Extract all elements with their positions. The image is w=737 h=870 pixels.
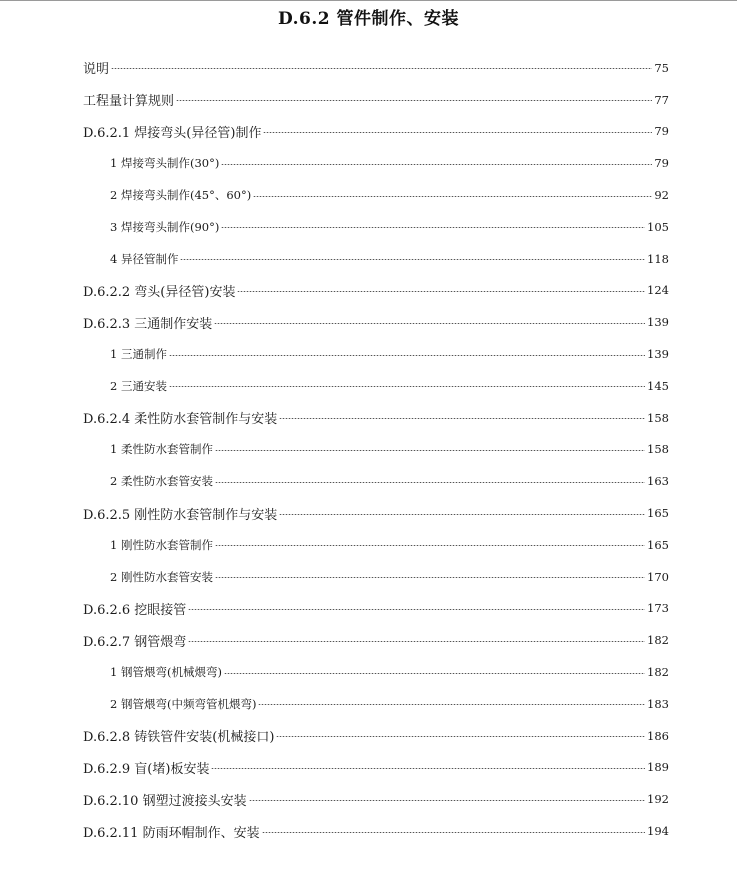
toc-entry-label: D.6.2.5 刚性防水套管制作与安装 xyxy=(83,507,278,523)
toc-dot-leader xyxy=(262,832,645,833)
toc-entry-label: D.6.2.9 盲(堵)板安装 xyxy=(83,761,210,777)
toc-dot-leader xyxy=(221,227,645,228)
toc-dot-leader xyxy=(215,482,645,483)
toc-section-entry[interactable] xyxy=(0,84,737,116)
toc-page-number: 173 xyxy=(647,601,669,616)
toc-entry-label: D.6.2.1 焊接弯头(异径管)制作 xyxy=(83,125,262,141)
toc-page-number: 182 xyxy=(647,633,669,648)
toc-dot-leader xyxy=(249,800,645,801)
toc-dot-leader xyxy=(215,545,645,546)
toc-section-entry[interactable] xyxy=(0,752,737,784)
toc-section-entry[interactable] xyxy=(0,306,737,338)
toc-page-number: 163 xyxy=(647,474,669,489)
toc-page-number: 139 xyxy=(647,315,669,330)
toc-subsection-entry[interactable] xyxy=(0,529,737,561)
toc-entry-label: 说明 xyxy=(83,62,110,78)
toc-dot-leader xyxy=(214,323,645,324)
toc-page-number: 192 xyxy=(647,792,669,807)
toc-entry-label: D.6.2.8 铸铁管件安装(机械接口) xyxy=(83,730,275,746)
toc-page-number: 170 xyxy=(647,569,669,584)
toc-section-entry[interactable] xyxy=(0,52,737,84)
toc-dot-leader xyxy=(279,514,645,515)
toc-section-entry[interactable] xyxy=(0,624,737,656)
toc-dot-leader xyxy=(169,355,645,356)
toc-dot-leader xyxy=(188,609,645,610)
toc-page-number: 75 xyxy=(654,60,669,75)
toc-entry-label: D.6.2.6 挖眼接管 xyxy=(83,602,187,618)
toc-page-number: 158 xyxy=(647,442,669,457)
toc-subsection-entry[interactable] xyxy=(0,243,737,275)
toc-entry-label: 2 钢管煨弯(中频弯管机煨弯) xyxy=(110,696,257,711)
toc-entry-label: 3 焊接弯头制作(90°) xyxy=(110,219,220,234)
toc-dot-leader xyxy=(237,291,645,292)
toc-entry-label: 工程量计算规则 xyxy=(83,94,175,110)
toc-page-number: 189 xyxy=(647,760,669,775)
toc-page-number: 105 xyxy=(647,219,669,234)
toc-subsection-entry[interactable] xyxy=(0,211,737,243)
toc-subsection-entry[interactable] xyxy=(0,561,737,593)
toc-entry-label: 2 焊接弯头制作(45°、60°) xyxy=(110,188,252,203)
toc-dot-leader xyxy=(276,736,645,737)
toc-page-number: 182 xyxy=(647,665,669,680)
toc-page-number: 145 xyxy=(647,378,669,393)
toc-section-entry[interactable] xyxy=(0,720,737,752)
toc-subsection-entry[interactable] xyxy=(0,338,737,370)
table-of-contents xyxy=(0,52,737,847)
toc-subsection-entry[interactable] xyxy=(0,179,737,211)
toc-entry-label: D.6.2.7 钢管煨弯 xyxy=(83,634,187,650)
toc-dot-leader xyxy=(224,673,645,674)
toc-entry-label: D.6.2.3 三通制作安装 xyxy=(83,316,213,332)
toc-section-entry[interactable] xyxy=(0,275,737,307)
toc-entry-label: D.6.2.10 钢塑过渡接头安装 xyxy=(83,793,247,809)
top-rule xyxy=(0,0,737,1)
toc-section-entry[interactable] xyxy=(0,815,737,847)
toc-dot-leader xyxy=(176,100,652,101)
toc-dot-leader xyxy=(180,259,645,260)
toc-entry-label: 1 柔性防水套管制作 xyxy=(110,442,213,457)
page-title: D.6.2 管件制作、安装 xyxy=(277,9,460,29)
toc-entry-label: D.6.2.4 柔性防水套管制作与安装 xyxy=(83,412,278,428)
toc-subsection-entry[interactable] xyxy=(0,656,737,688)
toc-dot-leader xyxy=(258,704,645,705)
toc-dot-leader xyxy=(253,196,652,197)
toc-dot-leader xyxy=(263,132,652,133)
toc-subsection-entry[interactable] xyxy=(0,147,737,179)
toc-section-entry[interactable] xyxy=(0,593,737,625)
toc-entry-label: 2 柔性防水套管安装 xyxy=(110,474,213,489)
toc-page-number: 139 xyxy=(647,347,669,362)
toc-subsection-entry[interactable] xyxy=(0,434,737,466)
toc-dot-leader xyxy=(169,386,645,387)
toc-dot-leader xyxy=(211,768,645,769)
toc-subsection-entry[interactable] xyxy=(0,370,737,402)
toc-entry-label: 1 焊接弯头制作(30°) xyxy=(110,156,220,171)
toc-section-entry[interactable] xyxy=(0,783,737,815)
toc-page-number: 165 xyxy=(647,537,669,552)
toc-dot-leader xyxy=(111,68,652,69)
toc-entry-label: 2 刚性防水套管安装 xyxy=(110,569,213,584)
toc-dot-leader xyxy=(279,418,645,419)
toc-section-entry[interactable] xyxy=(0,497,737,529)
toc-page-number: 79 xyxy=(654,156,669,171)
toc-entry-label: 1 钢管煨弯(机械煨弯) xyxy=(110,665,222,680)
toc-subsection-entry[interactable] xyxy=(0,465,737,497)
toc-section-entry[interactable] xyxy=(0,402,737,434)
toc-subsection-entry[interactable] xyxy=(0,688,737,720)
toc-page-number: 118 xyxy=(647,251,669,266)
toc-page-number: 92 xyxy=(654,188,669,203)
toc-entry-label: 1 三通制作 xyxy=(110,347,167,362)
toc-entry-label: 1 刚性防水套管制作 xyxy=(110,537,213,552)
toc-page-number: 194 xyxy=(647,824,669,839)
toc-section-entry[interactable] xyxy=(0,116,737,148)
toc-entry-label: 4 异径管制作 xyxy=(110,251,179,266)
toc-page-number: 158 xyxy=(647,410,669,425)
toc-dot-leader xyxy=(215,577,645,578)
toc-dot-leader xyxy=(215,450,645,451)
toc-entry-label: D.6.2.2 弯头(异径管)安装 xyxy=(83,284,236,300)
toc-dot-leader xyxy=(188,641,645,642)
toc-entry-label: D.6.2.11 防雨环帽制作、安装 xyxy=(83,825,260,841)
toc-page-number: 186 xyxy=(647,728,669,743)
toc-page-number: 77 xyxy=(654,92,669,107)
toc-page-number: 165 xyxy=(647,506,669,521)
toc-page-number: 79 xyxy=(654,124,669,139)
toc-page-number: 183 xyxy=(647,696,669,711)
toc-page-number: 124 xyxy=(647,283,669,298)
toc-dot-leader xyxy=(221,164,652,165)
toc-entry-label: 2 三通安装 xyxy=(110,378,167,393)
